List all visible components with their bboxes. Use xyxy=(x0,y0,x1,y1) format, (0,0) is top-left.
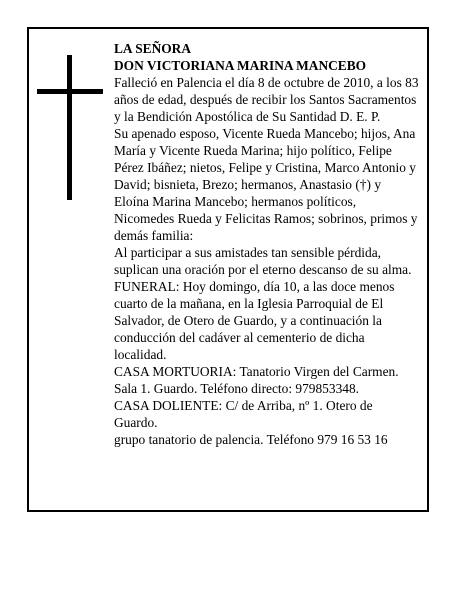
heading-line-1: LA SEÑORA xyxy=(114,41,192,56)
death-announcement: Falleció en Palencia el día 8 de octubre de 2010, a los 83 años de edad, después de recibir los Santos Sacramentos y la Bendición Apostólica de Su Santidad D. E. P. xyxy=(114,75,419,124)
prayer-request: Al participar a sus amistades tan sensible pérdida, suplican una oración por el eterno descanso de su alma. xyxy=(114,245,412,277)
cross-horizontal-bar xyxy=(37,89,103,94)
family-list: Su apenado esposo, Vicente Rueda Mancebo; hijos, Ana María y Vicente Rueda Marina; hijo político, Felipe Pérez Ibáñez; nietos, Felipe y Cristina, Marco Antonio y David; bisnieta, Brezo; hermanos, Anastasio (†) y Eloína Marina Mancebo; hermanos políticos, Nicomedes Rueda y Felicitas Ramos; sobrinos, primos y demás familia: xyxy=(114,126,418,243)
family-home-details: CASA DOLIENTE: C/ de Arriba, nº 1. Otero de Guardo. xyxy=(114,398,373,430)
mortuary-details: CASA MORTUORIA: Tanatorio Virgen del Carmen. Sala 1. Guardo. Teléfono directo: 979853348. xyxy=(114,364,399,396)
deceased-name: DON VICTORIANA MARINA MANCEBO xyxy=(114,58,367,73)
funeral-home-contact: grupo tanatorio de palencia. Teléfono 979 16 53 16 xyxy=(114,432,388,447)
cross-icon xyxy=(37,55,103,200)
notice-text xyxy=(114,40,419,448)
cross-vertical-bar xyxy=(67,55,72,200)
obituary-notice xyxy=(27,27,429,512)
funeral-details: FUNERAL: Hoy domingo, día 10, a las doce menos cuarto de la mañana, en la Iglesia Parroquial de El Salvador, de Otero de Guardo, y a continuación la conducción del cadáver al cementerio de dicha localidad. xyxy=(114,279,395,362)
